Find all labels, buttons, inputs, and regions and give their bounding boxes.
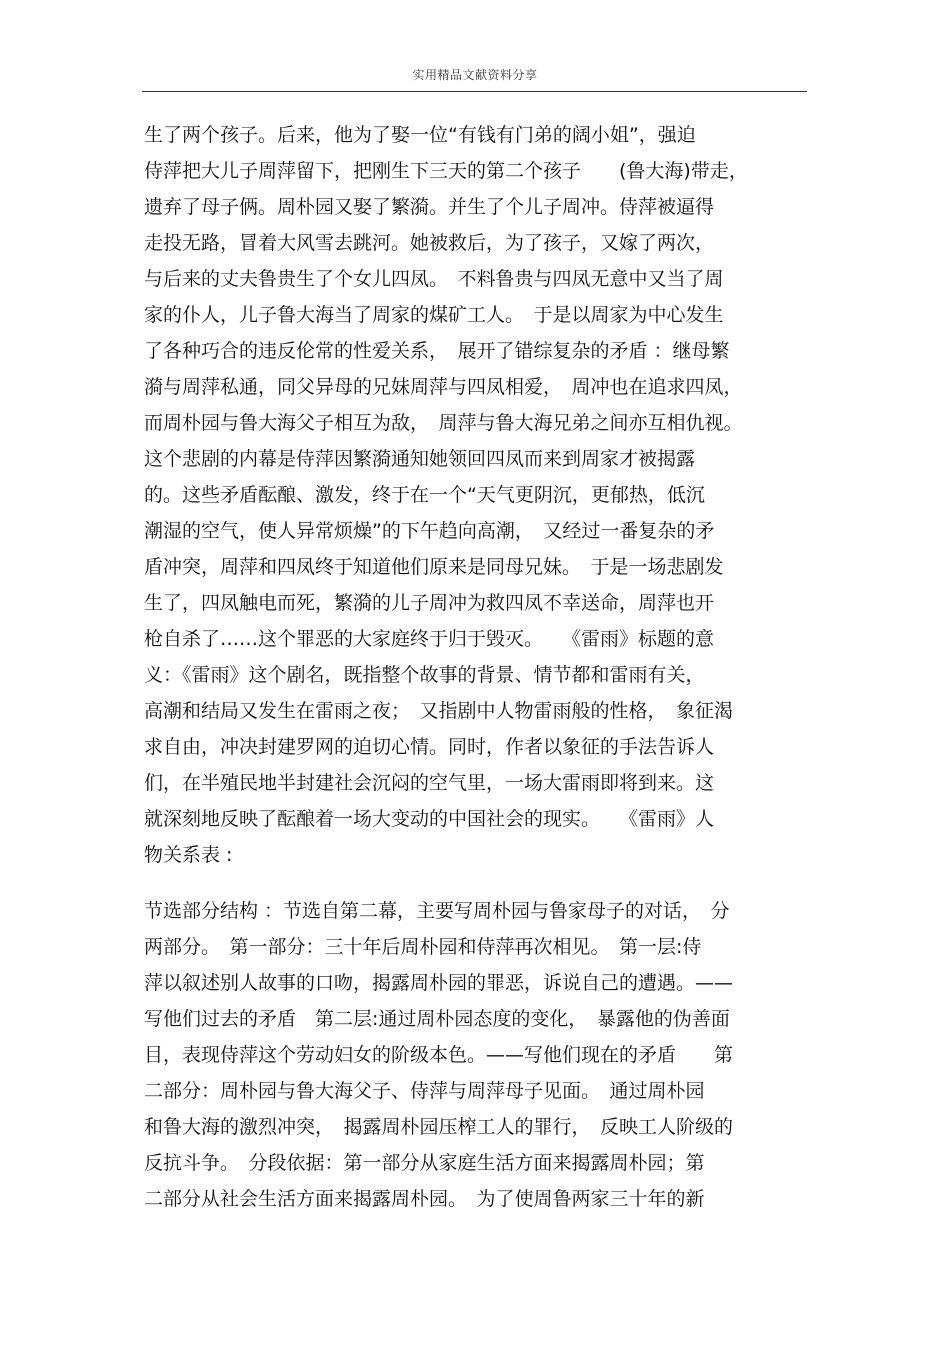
text-line: 二部分从社会生活方面来揭露周朴园。 为了使周鲁两家三十年的新	[144, 1188, 705, 1210]
text-line: 两部分。 第一部分：三十年后周朴园和侍萍再次相见。 第一层:侍	[144, 936, 702, 958]
text-line: 萍以叙述别人故事的口吻，揭露周朴园的罪恶，诉说自己的遭遇。——	[144, 972, 734, 994]
text-line: 遗弃了母子俩。周朴园又娶了繁漪。并生了个儿子周冲。侍萍被逼得	[144, 196, 715, 218]
text-line: 二部分：周朴园与鲁大海父子、侍萍与周萍母子见面。 通过周朴园	[144, 1080, 705, 1102]
text-line: 求自由，冲决封建罗网的迫切心情。同时，作者以象征的手法告诉人	[144, 736, 715, 758]
text-line: 枪自杀了……这个罪恶的大家庭终于归于毁灭。 《雷雨》标题的意	[144, 628, 715, 650]
text-line: 这个悲剧的内幕是侍萍因繁漪通知她领回四凤而来到周家才被揭露	[144, 448, 696, 470]
body-paragraph-2	[144, 893, 814, 1217]
text-line: 目，表现侍萍这个劳动妇女的阶级本色。——写他们现在的矛盾 第	[144, 1044, 734, 1066]
text-line: 反抗斗争。 分段依据：第一部分从家庭生活方面来揭露周朴园；第	[144, 1152, 705, 1174]
text-line: 生了两个孩子。后来，他为了娶一位“有钱有门弟的阔小姐”，强迫	[144, 124, 696, 146]
text-line: 生了，四凤触电而死，繁漪的儿子周冲为救四凤不幸送命，周萍也开	[144, 592, 715, 614]
header-divider	[142, 91, 807, 92]
text-line: 走投无路，冒着大风雪去跳河。她被救后，为了孩子，又嫁了两次，	[144, 232, 715, 254]
text-line: 写他们过去的矛盾 第二层:通过周朴园态度的变化， 暴露他的伪善面	[144, 1008, 730, 1030]
text-line: 潮湿的空气，使人异常烦燥”的下午趋向高潮， 又经过一番复杂的矛	[144, 520, 715, 542]
text-line: 和鲁大海的激烈冲突， 揭露周朴园压榨工人的罪行， 反映工人阶级的	[144, 1116, 734, 1138]
text-line: 物关系表 :	[144, 844, 233, 866]
text-line: 了各种巧合的违反伦常的性爱关系， 展开了错综复杂的矛盾 ：继母繁	[144, 340, 730, 362]
text-line: 盾冲突，周萍和四凤终于知道他们原来是同母兄妹。 于是一场悲剧发	[144, 556, 724, 578]
text-line: 而周朴园与鲁大海父子相互为敌， 周萍与鲁大海兄弟之间亦互相仇视。	[144, 412, 743, 434]
body-paragraph-1	[144, 117, 814, 873]
text-line: 的。这些矛盾酝酿、激发，终于在一个“天气更阴沉，更郁热，低沉	[144, 484, 705, 506]
text-line: 们，在半殖民地半封建社会沉闷的空气里，一场大雷雨即将到来。这	[144, 772, 715, 794]
text-line: 义：《雷雨》这个剧名，既指整个故事的背景、情节都和雷雨有关，	[144, 664, 705, 686]
text-line: 就深刻地反映了酝酿着一场大变动的中国社会的现实。 《雷雨》人	[144, 808, 715, 830]
text-line: 节选部分结构 ：节选自第二幕，主要写周朴园与鲁家母子的对话， 分	[144, 900, 730, 922]
text-line: 高潮和结局又发生在雷雨之夜； 又指剧中人物雷雨般的性格， 象征渴	[144, 700, 734, 722]
text-line: 家的仆人，儿子鲁大海当了周家的煤矿工人。 于是以周家为中心发生	[144, 304, 724, 326]
text-line: 漪与周萍私通，同父异母的兄妹周萍与四凤相爱， 周冲也在追求四凤，	[144, 376, 743, 398]
page-header-title: 实用精品文献资料分享	[412, 68, 538, 82]
text-line: 侍萍把大儿子周萍留下，把刚生下三天的第二个孩子 (鲁大海)带走，	[144, 160, 748, 182]
text-line: 与后来的丈夫鲁贵生了个女儿四凤。 不料鲁贵与四凤无意中又当了周	[144, 268, 724, 290]
